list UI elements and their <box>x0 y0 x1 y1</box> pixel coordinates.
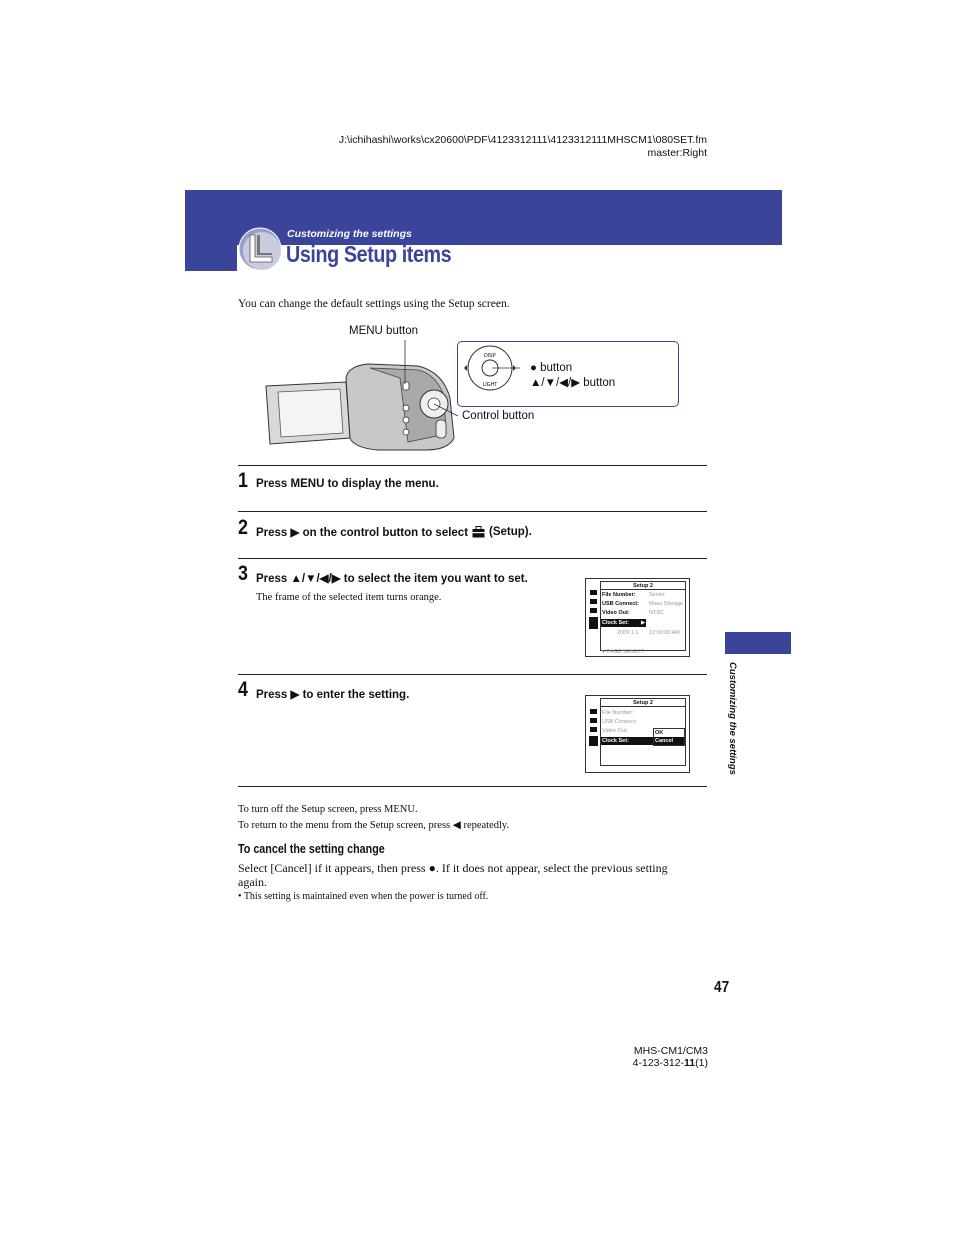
arrow-button-label: ▲/▼/◀/▶ button <box>530 377 616 389</box>
screen-1-footer: ♦ PAGE SELECT <box>602 649 645 655</box>
steps-end-rule <box>238 786 707 787</box>
printer-icon <box>590 608 597 613</box>
step-1-number: 1 <box>238 469 248 492</box>
note-return: To return to the menu from the Setup screen, press ◀ repeatedly. <box>238 820 510 831</box>
setup-screen-1 <box>585 578 690 657</box>
menu-button-label: MENU button <box>349 325 419 337</box>
camera-icon <box>590 590 597 595</box>
header-band-tab <box>185 245 237 271</box>
cancel-bullet: • This setting is maintained even when the power is turned off. <box>238 891 489 902</box>
ok-button-label: ● button <box>530 362 573 374</box>
screen-1-row-label: USB Connect: <box>602 601 639 607</box>
chapter-side-label <box>726 662 740 782</box>
step-3-rule <box>238 558 707 559</box>
cancel-heading: To cancel the setting change <box>238 842 385 856</box>
step-4-rule <box>238 674 707 675</box>
settings-section-icon <box>238 227 282 271</box>
step-4-text: Press ▶ to enter the setting. <box>256 689 410 701</box>
part-number-bold: 11 <box>684 1057 696 1069</box>
file-path <box>300 134 707 160</box>
page-number: 47 <box>714 979 730 996</box>
page-title: Using Setup items <box>286 241 452 267</box>
screen-2-option-cancel: Cancel <box>654 737 684 745</box>
screen-1-row-label: File Number: <box>602 592 636 598</box>
step-4-number: 4 <box>238 678 248 701</box>
screen-2-title: Setup 2 <box>601 699 685 707</box>
step-2-text-before: Press ▶ on the control button to select <box>256 527 469 539</box>
intro-text: You can change the default settings using the Setup screen. <box>238 298 510 310</box>
screen-2-menu-icons <box>589 708 598 753</box>
part-number-suffix: (1) <box>695 1057 708 1069</box>
chapter-side-label-text: Customizing the settings <box>727 662 738 775</box>
step-3-subtext: The frame of the selected item turns orange. <box>256 592 442 603</box>
screen-1-row-value: NTSC <box>649 610 664 616</box>
dial-disp-label: DISP <box>484 353 496 359</box>
step-2-text <box>256 525 532 539</box>
section-label: Customizing the settings <box>287 228 412 240</box>
step-2-text-after: (Setup). <box>489 526 532 538</box>
screen-2-option-ok: OK <box>655 730 664 736</box>
step-3-text: Press ▲/▼/◀/▶ to select the item you want to set. <box>256 573 528 585</box>
screen-2-options <box>653 728 685 746</box>
screen-2-row-label: USB Connect: <box>602 719 637 725</box>
step-2-number: 2 <box>238 516 248 539</box>
toolbox-icon <box>589 617 598 629</box>
camera-icon <box>590 718 597 723</box>
step-1-rule <box>238 465 707 466</box>
file-path-line1: J:\ichihashi\works\cx20600\PDF\4123312111\4123312111MHSCM1\080SET.fm <box>338 134 707 146</box>
step-2-rule <box>238 511 707 512</box>
setup-screen-2 <box>585 695 690 773</box>
screen-2-row-label-selected: Clock Set: <box>601 737 685 745</box>
file-path-line2: master:Right <box>647 147 707 159</box>
cancel-body: Select [Cancel] if it appears, then press ●. If it does not appear, select the previous setting again. <box>238 861 668 889</box>
model-number: MHS-CM1/CM3 <box>633 1045 708 1057</box>
control-button-label: Control button <box>462 410 535 422</box>
printer-icon <box>590 727 597 732</box>
screen-2-row-label: Video Out: <box>602 728 628 734</box>
screen-1-menu-icons <box>589 589 598 634</box>
screen-1-row-value: Series <box>649 592 665 598</box>
screen-1-date: 2009 1 1 <box>617 630 639 636</box>
toolbox-icon <box>589 736 598 746</box>
part-number-prefix: 4-123-312- <box>632 1057 685 1069</box>
toolbox-icon <box>472 526 485 538</box>
step-1-text: Press MENU to display the menu. <box>256 478 439 490</box>
note-turn-off: To turn off the Setup screen, press MENU. <box>238 804 418 815</box>
setup-screen-2-frame <box>600 698 686 766</box>
camera-icon <box>590 709 597 714</box>
screen-2-row-label: File Number: <box>602 710 634 716</box>
chapter-tab <box>725 632 791 654</box>
part-number <box>560 1057 708 1069</box>
screen-1-row-label: Video Out: <box>602 610 630 616</box>
setup-screen-1-frame <box>600 581 686 651</box>
screen-1-row-value: Mass Storage <box>649 601 683 607</box>
camera-illustration <box>258 338 520 458</box>
step-3-number: 3 <box>238 562 248 585</box>
screen-1-right-arrow-icon: ▶ <box>641 620 646 626</box>
screen-1-row-label-selected: Clock Set: <box>601 619 646 627</box>
screen-1-title: Setup 2 <box>601 582 685 590</box>
camera-icon <box>590 599 597 604</box>
dial-light-label: LIGHT <box>482 382 498 388</box>
screen-1-time: 12:00:00 AM <box>649 630 680 636</box>
